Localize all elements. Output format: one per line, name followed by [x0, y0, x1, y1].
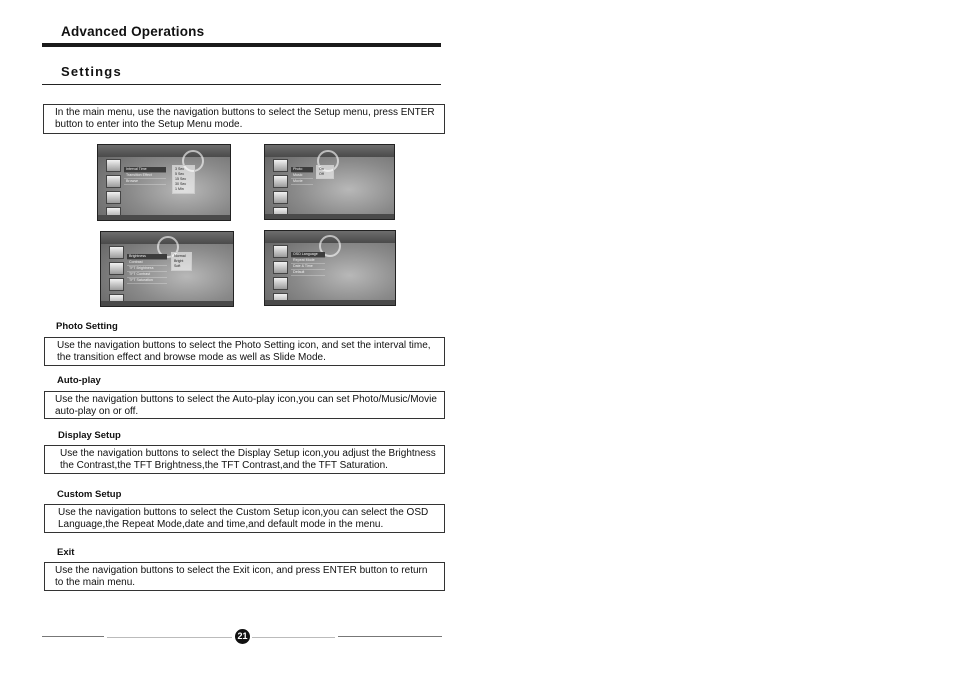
page-number: 21 [235, 629, 250, 644]
auto-play-icon [273, 261, 288, 274]
screen-options [316, 165, 334, 179]
auto-play-line-2: auto-play on or off. [55, 406, 139, 417]
intro-line-2: button to enter into the Setup Menu mode. [55, 119, 243, 130]
title-rule [42, 43, 441, 47]
screen-options [171, 252, 192, 271]
display-setup-heading: Display Setup [58, 430, 121, 441]
screenshot-photo-setting [97, 144, 231, 221]
photo-setting-heading: Photo Setting [56, 321, 118, 332]
menu-item: Music [291, 173, 313, 179]
menu-item: Transition Effect [124, 173, 166, 179]
option-item: On [319, 167, 324, 171]
menu-item: Repeat Mode [291, 258, 325, 264]
page-title: Advanced Operations [61, 24, 205, 39]
intro-box [43, 104, 445, 134]
menu-item: Contrast [127, 260, 167, 266]
photo-setting-icon [273, 159, 288, 172]
custom-setup-line-2: Language,the Repeat Mode,date and time,and default mode in the menu. [58, 519, 384, 530]
screen-options [172, 165, 195, 194]
photo-setting-icon [273, 245, 288, 258]
custom-setup-heading: Custom Setup [57, 489, 122, 500]
screen-title-bar [98, 145, 230, 157]
display-setup-line-1: Use the navigation buttons to select the Display Setup icon,you adjust the Brightness [60, 448, 436, 459]
auto-play-box [44, 391, 445, 419]
display-setup-box [44, 445, 445, 474]
menu-item: TFT Saturation [127, 278, 167, 284]
display-setup-icon [106, 191, 121, 204]
menu-item: Default [291, 270, 325, 276]
menu-item: TFT Brightness [127, 266, 167, 272]
option-item: 15 Sec [175, 177, 187, 181]
photo-setting-icon [106, 159, 121, 172]
exit-box [44, 562, 445, 591]
auto-play-icon [106, 175, 121, 188]
menu-item: Movie [291, 179, 313, 185]
menu-item: Photo [291, 167, 313, 173]
option-item: Normal [174, 254, 186, 258]
screen-menu [124, 167, 166, 185]
screen-sidebar [109, 246, 124, 302]
menu-item: Browse [124, 179, 166, 185]
option-item: 5 Sec [175, 172, 185, 176]
menu-item: OSD Language [291, 252, 325, 258]
screen-menu [291, 252, 325, 276]
screen-menu [127, 254, 167, 284]
screen-status-bar [98, 215, 230, 220]
intro-line-1: In the main menu, use the navigation buttons to select the Setup menu, press ENTER [55, 107, 435, 118]
custom-setup-line-1: Use the navigation buttons to select the Custom Setup icon,you can select the OSD [58, 507, 429, 518]
photo-setting-line-1: Use the navigation buttons to select the Photo Setting icon, and set the interval time, [57, 340, 431, 351]
auto-play-icon [109, 262, 124, 275]
auto-play-line-1: Use the navigation buttons to select the Auto-play icon,you can set Photo/Music/Movie [55, 394, 437, 405]
display-setup-icon [109, 278, 124, 291]
option-item: Off [319, 172, 324, 176]
custom-setup-box [44, 504, 445, 533]
display-setup-line-2: the Contrast,the TFT Brightness,the TFT Contrast,and the TFT Saturation. [60, 460, 388, 471]
auto-play-heading: Auto-play [57, 375, 101, 386]
screen-sidebar [273, 159, 288, 215]
screen-sidebar [106, 159, 121, 216]
footer-rule [338, 636, 442, 637]
footer-rule [42, 636, 104, 637]
exit-line-2: to the main menu. [55, 577, 136, 588]
menu-item: Interval Time [124, 167, 166, 173]
section-rule [42, 84, 441, 85]
exit-line-1: Use the navigation buttons to select the Exit icon, and press ENTER button to return [55, 565, 428, 576]
menu-item: Brightness [127, 254, 167, 260]
exit-heading: Exit [57, 547, 75, 558]
option-item: Soft [174, 264, 181, 268]
screenshot-auto-play [264, 144, 395, 220]
option-item: 3 Sec [175, 167, 185, 171]
option-item: Bright [174, 259, 184, 263]
footer-rule [107, 637, 232, 638]
photo-setting-box [44, 337, 445, 366]
option-item: 1 Min [175, 187, 184, 191]
screen-status-bar [265, 300, 395, 305]
option-item: 30 Sec [175, 182, 187, 186]
auto-play-icon [273, 175, 288, 188]
photo-setting-line-2: the transition effect and browse mode as well as Slide Mode. [57, 352, 326, 363]
display-setup-icon [273, 277, 288, 290]
section-title: Settings [61, 64, 122, 79]
screen-menu [291, 167, 313, 185]
screenshot-custom-setup [264, 230, 396, 306]
display-setup-icon [273, 191, 288, 204]
photo-setting-icon [109, 246, 124, 259]
footer-rule [252, 637, 335, 638]
screen-status-bar [265, 214, 394, 219]
screen-status-bar [101, 301, 233, 306]
menu-item: Date & Time [291, 264, 325, 270]
screen-sidebar [273, 245, 288, 301]
menu-item: TFT Contrast [127, 272, 167, 278]
screenshot-display-setup [100, 231, 234, 307]
